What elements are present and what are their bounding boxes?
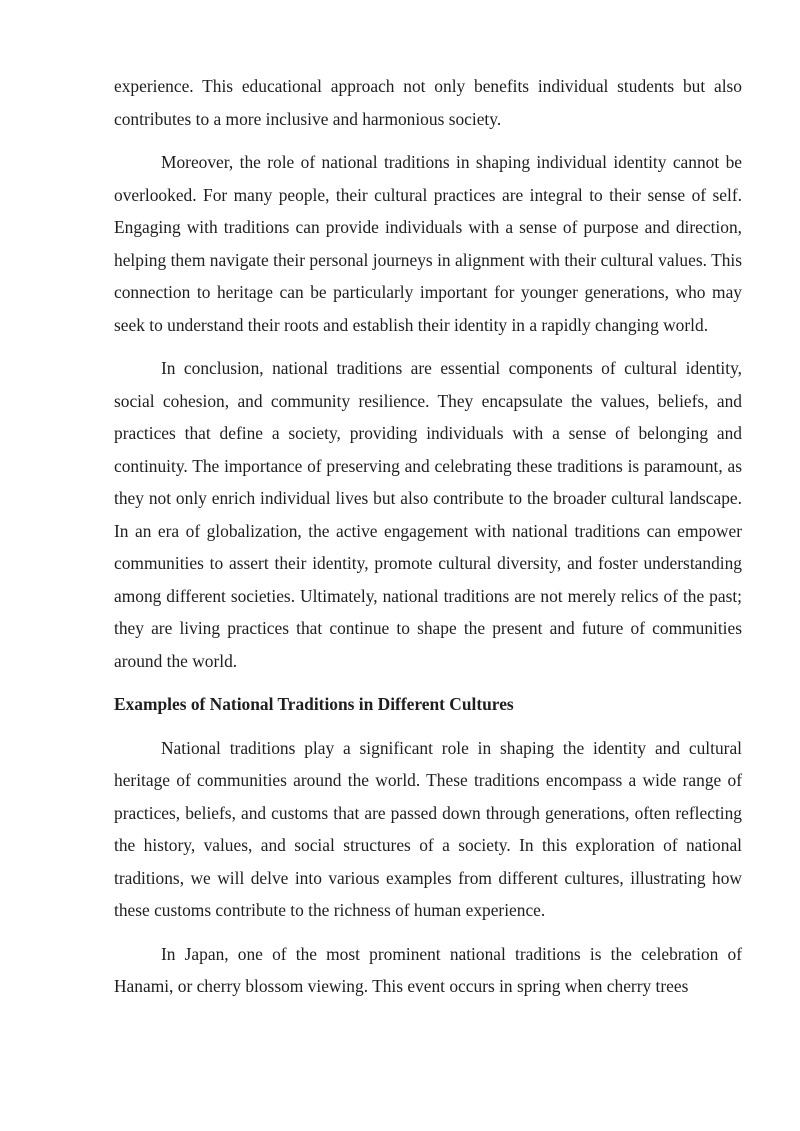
- paragraph-continuation: experience. This educational approach not only benefits individual students but also contributes to a more inclusive and harmonious society.: [114, 76, 742, 129]
- section-heading: Examples of National Traditions in Different Cultures: [114, 694, 514, 714]
- paragraph-japan: In Japan, one of the most prominent national traditions is the celebration of Hanami, or cherry blossom viewing. This event occurs in spring when cherry trees: [114, 943, 742, 996]
- paragraph-identity: Moreover, the role of national traditions in shaping individual identity cannot be overlooked. For many people, their cultural practices are integral to their sense of self. Engaging with traditions can provide individuals with a sense of purpose and direction, helping them navigate their personal journeys in alignment with their cultural values. This connection to heritage can be particularly important for younger generations, who may seek to understand their roots and establish their identity in a rapidly changing world.: [114, 152, 742, 335]
- paragraph-section-intro: National traditions play a significant role in shaping the identity and cultural heritage of communities around the world. These traditions encompass a wide range of practices, beliefs, and customs that are passed down through generations, often reflecting the history, values, and social structures of a society. In this exploration of national traditions, we will delve into various examples from different cultures, illustrating how these customs contribute to the richness of human experience.: [114, 737, 742, 920]
- paragraph-conclusion: In conclusion, national traditions are essential components of cultural identity, social cohesion, and community resilience. They encapsulate the values, beliefs, and practices that define a society, providing individuals with a sense of belonging and continuity. The importance of preserving and celebrating these traditions is paramount, as they not only enrich individual lives but also contribute to the broader cultural landscape. In an era of globalization, the active engagement with national traditions can empower communities to assert their identity, promote cultural diversity, and foster understanding among different societies. Ultimately, national traditions are not merely relics of the past; they are living practices that continue to shape the present and future of communities around the world.: [114, 358, 742, 671]
- document-body: [114, 70, 742, 1014]
